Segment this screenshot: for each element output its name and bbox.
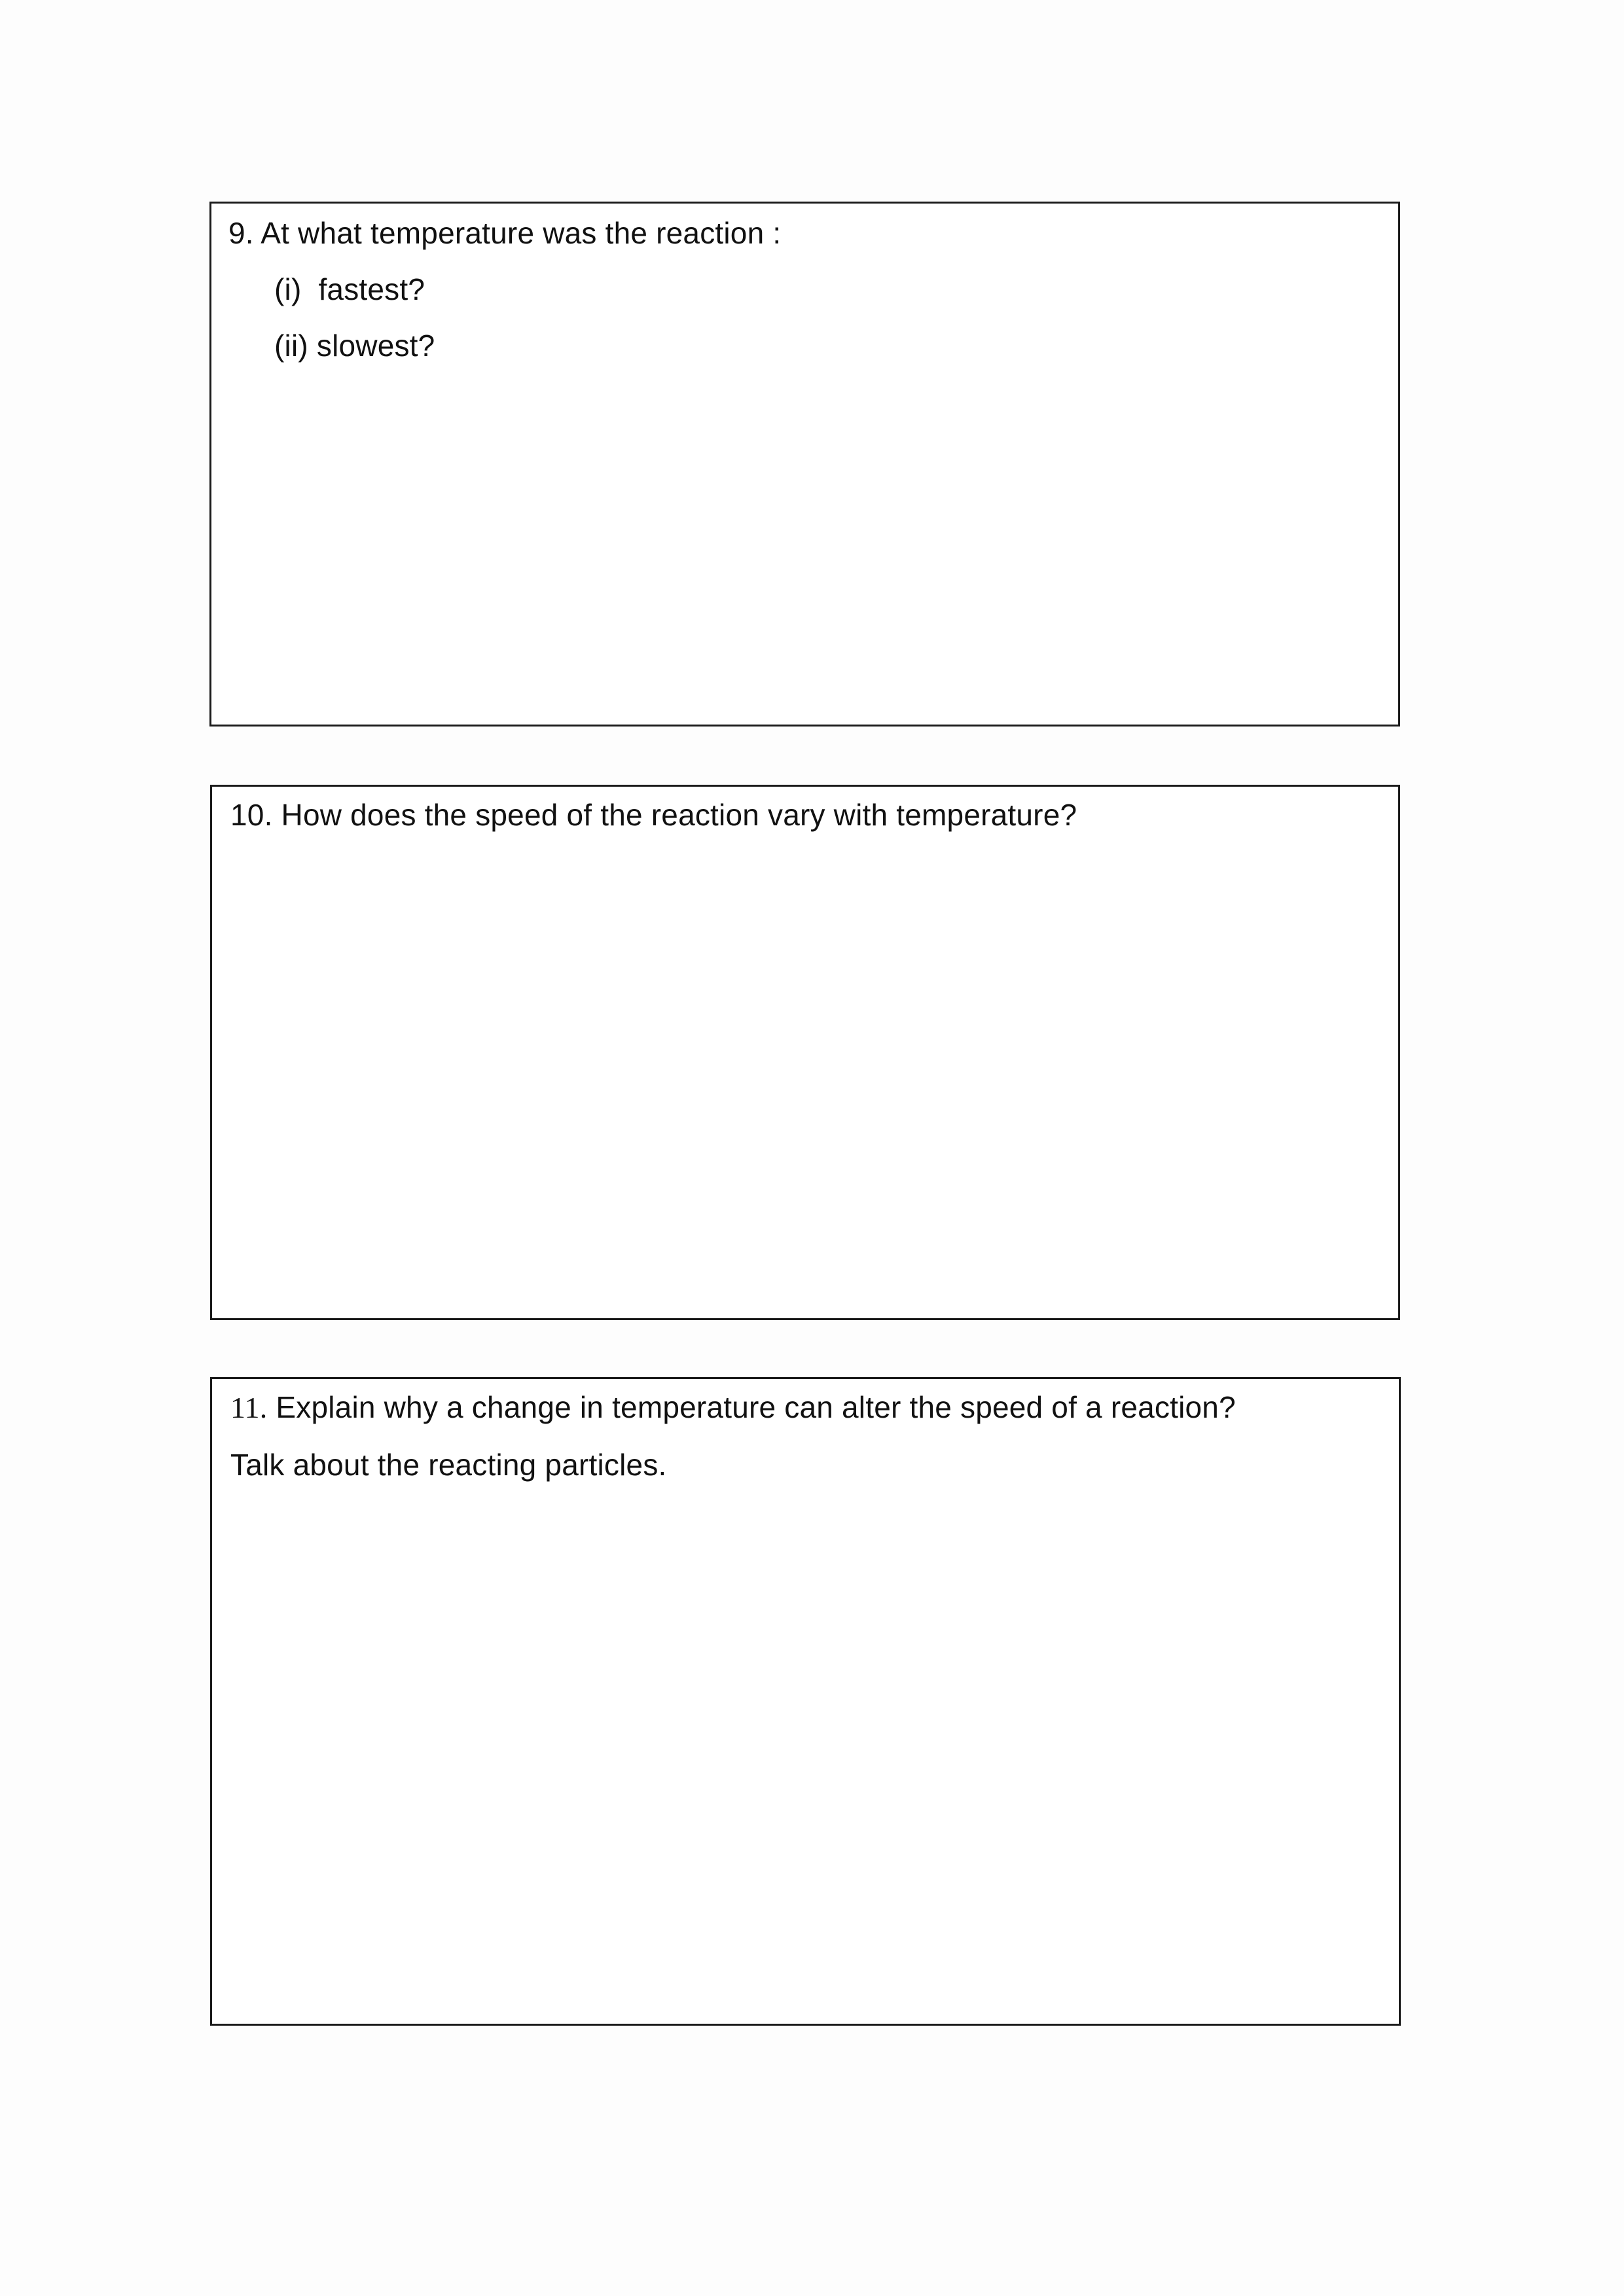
question-10-box [210, 785, 1400, 1320]
question-number: 9. [228, 216, 254, 250]
part-text: fastest? [318, 272, 425, 306]
question-9-part-ii [274, 331, 435, 361]
question-9-box [209, 202, 1400, 726]
question-11-hint: Talk about the reacting particles. [230, 1448, 667, 1482]
question-9-part-i [274, 274, 425, 304]
question-9-prompt [228, 218, 781, 248]
part-label: (ii) [274, 329, 308, 363]
part-text: slowest? [316, 329, 435, 363]
part-label: (i) [274, 272, 302, 306]
question-text: How does the speed of the reaction vary with temperature? [281, 798, 1077, 832]
question-11-box [210, 1377, 1401, 2026]
question-number: 11. [230, 1391, 268, 1424]
question-11-prompt [230, 1392, 1236, 1423]
question-10-prompt [230, 800, 1077, 830]
question-number: 10. [230, 798, 273, 832]
question-text: At what temperature was the reaction : [261, 216, 782, 250]
question-text: Explain why a change in temperature can alter the speed of a reaction? [276, 1390, 1236, 1424]
